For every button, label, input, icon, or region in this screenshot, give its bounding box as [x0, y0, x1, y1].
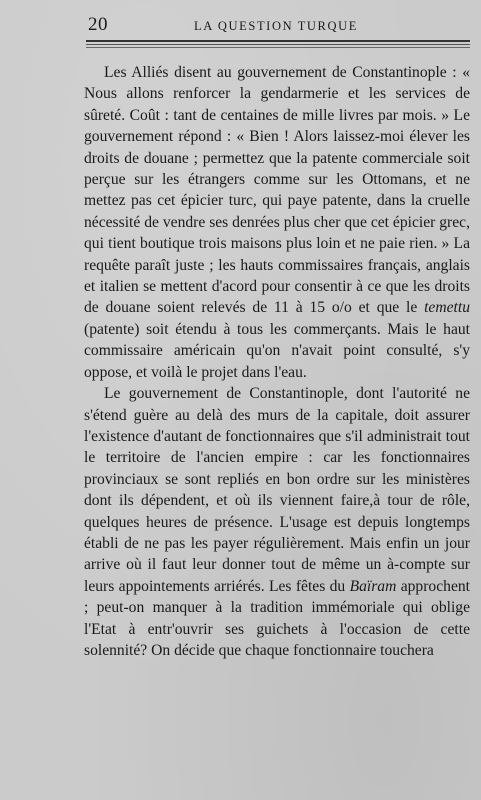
paragraph-2-text-b: approchent ; peut-on manquer à la tradition immémoriale qui oblige l'Etat à entr'ouvrir ses guichets à l'occasion de cette solennité? On décide que chaque fonctionnaire touchera — [84, 577, 470, 659]
header-rule-thick — [86, 40, 470, 42]
page-number: 20 — [88, 14, 108, 35]
running-title: LA QUESTION TURQUE — [194, 19, 358, 33]
body-text — [84, 62, 470, 661]
paragraph-1 — [84, 62, 470, 383]
header-rule-thin-2 — [86, 47, 470, 48]
paragraph-2-italic: Baïram — [349, 577, 397, 595]
paragraph-1-italic: temettu — [424, 299, 470, 317]
paragraph-2-text-a: Le gouvernement de Constantinople, dont l'autorité ne s'étend guère au delà des murs de la capitale, doit assurer l'existence d'autant de fonctionnaires que s'il administrait tout le territoire de l'ancien empire : car les fonctionnaires provinciaux se sont repliés en bon ordre sur les ministères dont ils dépendent, et où ils viennent faire,à tour de rôle, quelques heures de présence. L'usage est depuis longtemps établi de ne pas les payer régulièrement. Mais enfin un jour arrive où il faut leur donner tout de même un à-compte sur leurs appointements arriérés. Les fêtes du — [84, 385, 470, 595]
paragraph-1-text-b: (patente) soit étendu à tous les commerçants. Mais le haut commissaire américain qu'on n'avait point consulté, s'y oppose, et voilà le projet dans l'eau. — [84, 320, 470, 381]
page-header — [88, 14, 470, 36]
paragraph-1-text-a: Les Alliés disent au gouvernement de Constantinople : « Nous allons renforcer la gendarmerie et les services de sûreté. Coût : tant de centaines de mille livres par mois. » Le gouvernement répond : « Bien ! Alors laissez-moi élever les droits de douane ; permettez que la patente commerciale soit perçue sur les étrangers comme sur les Ottomans, et ne mettez pas cet épicier turc, qui paye patente, dans la cruelle nécessité de vendre ses denrées plus cher que cet épicier grec, qui tient boutique trois maisons plus loin et ne paie rien. » La requête paraît juste ; les hauts commissaires français, anglais et italien se mettent d'acord pour consentir à ce que les droits de douane soient relevés de 11 à 15 o/o et que le — [84, 64, 470, 317]
header-rule-thin — [86, 44, 470, 45]
paragraph-2 — [84, 383, 470, 661]
